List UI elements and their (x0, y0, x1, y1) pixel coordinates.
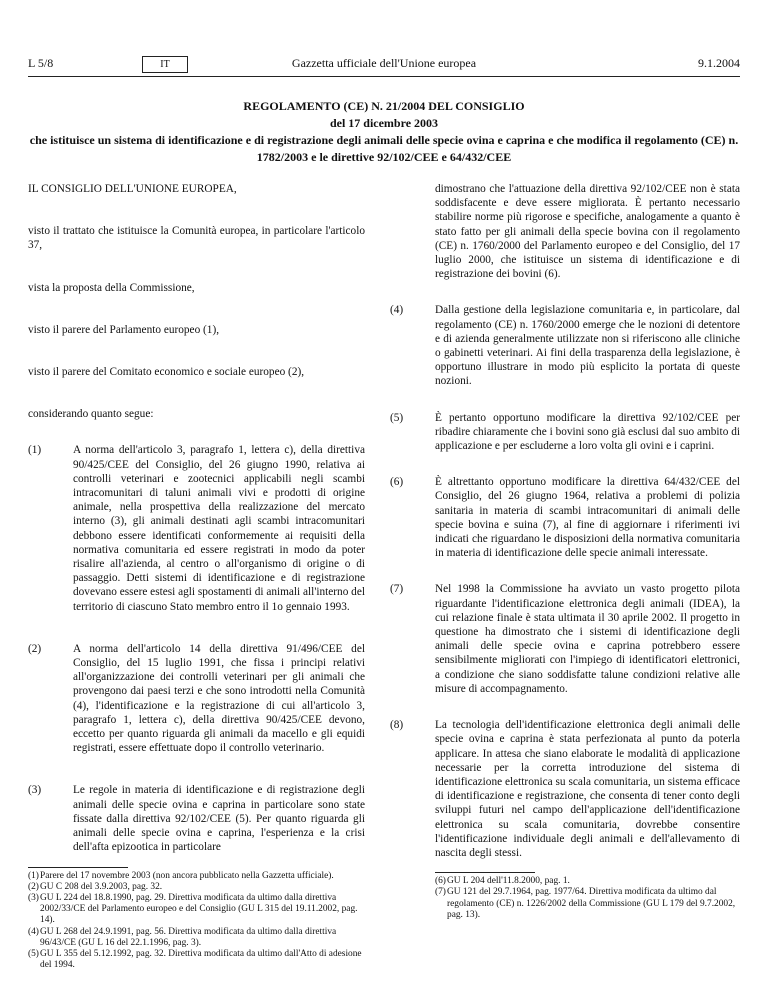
citation-proposal: vista la proposta della Commissione, (28, 281, 195, 294)
recital-2: (2) A norma dell'articolo 14 della direttiva 91/496/CEE del Consiglio, del 15 luglio 1991, che fissa i principi relativi all'organizzazione dei controlli veterinari per gli animali che provengono dai paesi terzi e che sono introdotti nella Comunità (4), l'identificazione e la registrazione di cui all'articolo 3, paragrafo 1, lettera c), della direttiva 90/425/CEE devono, eccetto per quanto riguarda gli animali da macello e gli equidi registrati, essere effettuate dopo il controllo veterinario. (28, 642, 365, 755)
language-box: IT (142, 56, 188, 73)
recital-3-continued: dimostrano che l'attuazione della direttiva 92/102/CEE non è stata soddisfacente e deve essere migliorata. È pertanto necessario stabilire norme più rigorose e specifiche, analogamente a quanto è stato fatto per gli animali della specie bovina con il regolamento (CE) n. 1760/2000 del Parlamento europeo e del Consiglio, del 17 luglio 2000, che istituisce un sistema di identificazione e di registrazione dei bovini (6). (435, 183, 740, 281)
recital-3: (3) Le regole in materia di identificazione e di registrazione degli animali delle specie ovina e caprina in particolare sono state fissate dalla direttiva 92/102/CEE (5). Per quanto riguarda gli animali delle specie ovina e caprina, l'esperienza e la crisi dell'afta epizootica in particolare (28, 784, 365, 854)
council-heading: IL CONSIGLIO DELL'UNIONE EUROPEA, (28, 183, 237, 195)
footnote-rule (28, 867, 128, 868)
page-header (28, 56, 740, 76)
recital-4: (4) Dalla gestione della legislazione comunitaria e, in particolare, dal regolamento (CE) n. 1760/2000 emerge che le nozioni di detentore e di azienda generalmente utilizzate non si riferiscono alle cliniche o gabinetti veterinari. Ai fini della trasparenza della legislazione, è opportuno illustrare in modo più esplicito la portata di queste nozioni. (390, 304, 740, 388)
title-regulation: REGOLAMENTO (CE) N. 21/2004 DEL CONSIGLIO (243, 99, 525, 113)
issue-date: 9.1.2004 (698, 56, 740, 70)
footnote: (6) GU L 204 dell'11.8.2000, pag. 1. (435, 876, 570, 887)
recital-1: (1) A norma dell'articolo 3, paragrafo 1, lettera c), della direttiva 90/425/CEE del Consiglio, del 26 giugno 1990, relativa ai controlli veterinari e zootecnici applicabili negli scambi intracomunitari di taluni animali vivi e prodotti di origine animale, nella prospettiva della realizzazione del mercato interno (3), gli animali destinati agli scambi intracomunitari debbono essere identificati conformemente ai requisiti della normativa comunitaria ed essere registrati in modo da poter risalire all'azienda, al centro o all'organismo di origine o di passaggio. Detti sistemi di identificazione e di registrazione dovevano essere estesi agli spostamenti di animali all'interno del territorio di ciascuno Stato membro entro il 1o gennaio 1993. (28, 444, 365, 613)
citation-treaty: visto il trattato che istituisce la Comunità europea, in particolare l'articolo 37, (28, 225, 365, 252)
right-column (390, 182, 740, 921)
recital-6: (6) È altrettanto opportuno modificare la direttiva 64/432/CEE del Consiglio, del 26 giugno 1964, relativa a problemi di polizia sanitaria in materia di scambi intracomunitari di animali delle specie bovina e suina (7), al fine di aggiornare i riferimenti ivi indicati che riguardano le disposizioni della normativa comunitaria in materia di identificazione delle specie animali interessate. (390, 476, 740, 560)
document-title (28, 98, 740, 166)
footnote-rule (435, 872, 535, 873)
left-column (28, 182, 365, 971)
considering-heading: considerando quanto segue: (28, 408, 154, 421)
citation-parliament: visto il parere del Parlamento europeo (1), (28, 323, 220, 336)
footnote: (4) GU L 268 del 24.9.1991, pag. 56. Direttiva modificata da ultimo dalla direttiva 96/43/CE (GU L 16 del 22.1.1996, pag. 3). (28, 926, 337, 948)
recital-7: (7) Nel 1998 la Commissione ha avviato un vasto progetto pilota riguardante l'identificazione elettronica degli animali (IDEA), la cui relazione finale è stata ultimata il 30 aprile 2002. Il progetto in questione ha dimostrato che i sistemi di identificazione degli animali delle specie ovina e caprina potrebbero essere sensibilmente migliorati con l'impiego di identificatori elettronici, a condizione che siano soddisfatte talune condizioni relative alle misure di accompagnamento. (390, 583, 740, 695)
recital-5: (5) È pertanto opportuno modificare la direttiva 92/102/CEE per ribadire chiaramente che i bovini sono già esclusi dal suo ambito di applicazione e per escluderne a loro volta gli ovini e i caprini. (390, 411, 740, 453)
footnote: (2) GU C 208 del 3.9.2003, pag. 32. (28, 881, 163, 892)
footnote: (3) GU L 224 del 18.8.1990, pag. 29. Direttiva modificata da ultimo dalla direttiva 2002/33/CE del Parlamento europeo e del Consiglio (GU L 315 del 19.11.2002, pag. 14). (28, 892, 358, 926)
header-rule (28, 76, 740, 77)
journal-title: Gazzetta ufficiale dell'Unione europea (291, 56, 477, 70)
recital-8: (8) La tecnologia dell'identificazione elettronica degli animali delle specie ovina e caprina è stata perfezionata al punto da poterla applicare. In attesa che siano elaborate le modalità di applicazione necessarie per la corretta introduzione del sistema di identificazione elettronica su scala comunitaria, un sistema efficace di identificazione e registrazione, che consenta di tener conto degli sviluppi futuri nel campo dell'applicazione dell'identificazione elettronica su scala comunitaria, dovrebbe consentire l'identificazione individuale degli animali e dell'allevamento di nascita degli stessi. (390, 719, 740, 859)
title-date: del 17 dicembre 2003 (329, 116, 439, 130)
footnote: (1) Parere del 17 novembre 2003 (non ancora pubblicato nella Gazzetta ufficiale). (28, 870, 334, 881)
citation-committee: visto il parere del Comitato economico e sociale europeo (2), (28, 366, 305, 379)
footnote: (7) GU 121 del 29.7.1964, pag. 1977/64. Direttiva modificata da ultimo dal regolamento (CE) n. 1226/2002 della Commissione (GU L 179 del 9.7.2002, pag. 13). (435, 887, 736, 920)
title-subject: che istituisce un sistema di identificazione e di registrazione degli animali delle specie ovina e caprina e che modifica il regolamento (CE) n. 1782/2003 e le direttive 92/102/CEE e 64/432/CEE (29, 133, 739, 164)
footnote: (5) GU L 355 del 5.12.1992, pag. 32. Direttiva modificata da ultimo dall'Atto di adesione del 1994. (28, 948, 362, 971)
page-number: L 5/8 (28, 56, 54, 70)
